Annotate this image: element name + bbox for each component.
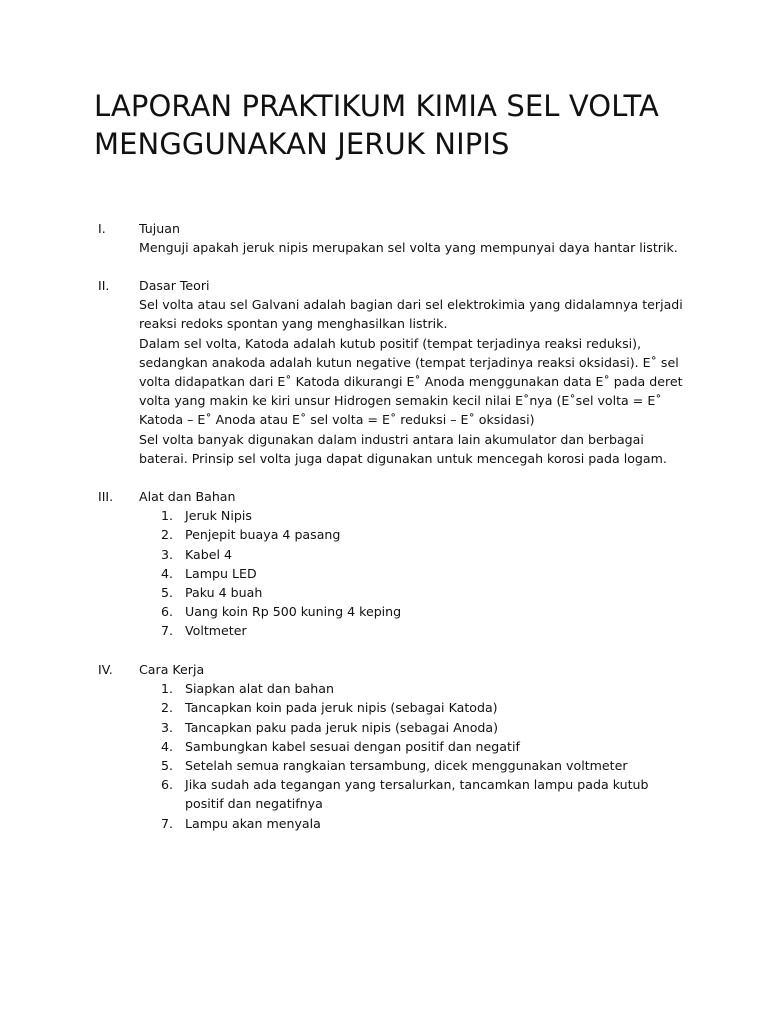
section-body xyxy=(139,660,684,833)
section-numeral: II. xyxy=(98,278,110,293)
section-heading: Alat dan Bahan xyxy=(139,489,236,504)
list-item-text: Tancapkan paku pada jeruk nipis (sebagai Anoda) xyxy=(185,719,499,735)
list-number: 7. xyxy=(161,815,174,831)
list-number: 5. xyxy=(161,758,174,774)
list-number: 6. xyxy=(161,777,174,793)
section-heading: Cara Kerja xyxy=(139,662,205,677)
list-number: 5. xyxy=(161,585,174,601)
list-item-text: Setelah semua rangkaian tersambung, dicek menggunakan voltmeter xyxy=(185,758,628,774)
paragraph: Menguji apakah jeruk nipis merupakan sel volta yang mempunyai daya hantar listrik. xyxy=(139,240,678,256)
paragraph: Sel volta banyak digunakan dalam industri antara lain akumulator dan berbagai baterai. Prinsip sel volta juga dapat digunakan untuk mencegah korosi pada logam. xyxy=(139,431,667,466)
list-number: 4. xyxy=(161,738,174,754)
list-item-text: Lampu LED xyxy=(185,565,257,581)
section-heading: Dasar Teori xyxy=(139,278,210,293)
list-item-text: Paku 4 buah xyxy=(185,585,263,601)
list-item xyxy=(139,775,685,813)
list-number: 3. xyxy=(161,719,174,735)
list-item xyxy=(139,679,685,698)
procedure-list xyxy=(139,679,684,833)
list-item-text: Jika sudah ada tegangan yang tersalurkan, tancamkan lampu pada kutub positif dan negatifnya xyxy=(185,777,649,812)
list-item-text: Tancapkan koin pada jeruk nipis (sebagai Katoda) xyxy=(185,700,498,716)
list-number: 2. xyxy=(161,700,174,716)
paragraph: Sel volta atau sel Galvani adalah bagian dari sel elektrokimia yang didalamnya terjadi reaksi redoks spontan yang menghasilkan listrik. xyxy=(139,297,683,332)
list-item-text: Sambungkan kabel sesuai dengan positif dan negatif xyxy=(185,738,520,754)
list-item xyxy=(139,602,685,621)
list-number: 3. xyxy=(161,546,174,562)
document-title: LAPORAN PRAKTIKUM KIMIA SEL VOLTA MENGGUNAKAN JERUK NIPIS xyxy=(94,89,659,161)
list-number: 6. xyxy=(161,604,174,620)
list-item xyxy=(139,525,685,544)
materials-list xyxy=(139,506,684,640)
list-item-text: Penjepit buaya 4 pasang xyxy=(185,527,341,543)
list-item xyxy=(139,564,685,583)
list-item xyxy=(139,814,685,833)
list-item-text: Siapkan alat dan bahan xyxy=(185,681,334,697)
section-numeral: IV. xyxy=(98,662,113,677)
list-item xyxy=(139,756,685,775)
list-item-text: Lampu akan menyala xyxy=(185,815,321,831)
list-item xyxy=(139,698,685,717)
section-heading: Tujuan xyxy=(139,221,180,236)
section-body xyxy=(139,219,684,257)
section-body xyxy=(139,276,684,468)
list-number: 7. xyxy=(161,623,174,639)
list-number: 1. xyxy=(161,681,174,697)
list-item-text: Voltmeter xyxy=(185,623,247,639)
list-item xyxy=(139,583,685,602)
list-item xyxy=(139,506,685,525)
list-item-text: Jeruk Nipis xyxy=(185,508,252,524)
section-numeral: I. xyxy=(98,221,106,236)
list-number: 2. xyxy=(161,527,174,543)
paragraph: Dalam sel volta, Katoda adalah kutub positif (tempat terjadinya reaksi reduksi), sedangkan anakoda adalah kutun negative (tempat terjadinya reaksi oksidasi). E˚ sel volta didapatkan dari E˚ Katoda dikurangi E˚ Anoda menggunakan data E˚ pada deret volta yang makin ke kiri unsur Hidrogen semakin kecil nilai E˚nya (E˚sel volta = E˚ Katoda – E˚ Anoda atau E˚ sel volta = E˚ reduksi – E˚ oksidasi) xyxy=(139,335,683,428)
section-body xyxy=(139,487,684,641)
section-numeral: III. xyxy=(98,489,114,504)
list-item xyxy=(139,621,685,640)
list-number: 4. xyxy=(161,565,174,581)
list-item-text: Kabel 4 xyxy=(185,546,233,562)
list-item xyxy=(139,737,685,756)
list-item-text: Uang koin Rp 500 kuning 4 keping xyxy=(185,604,402,620)
list-number: 1. xyxy=(161,508,174,524)
list-item xyxy=(139,718,685,737)
list-item xyxy=(139,545,685,564)
